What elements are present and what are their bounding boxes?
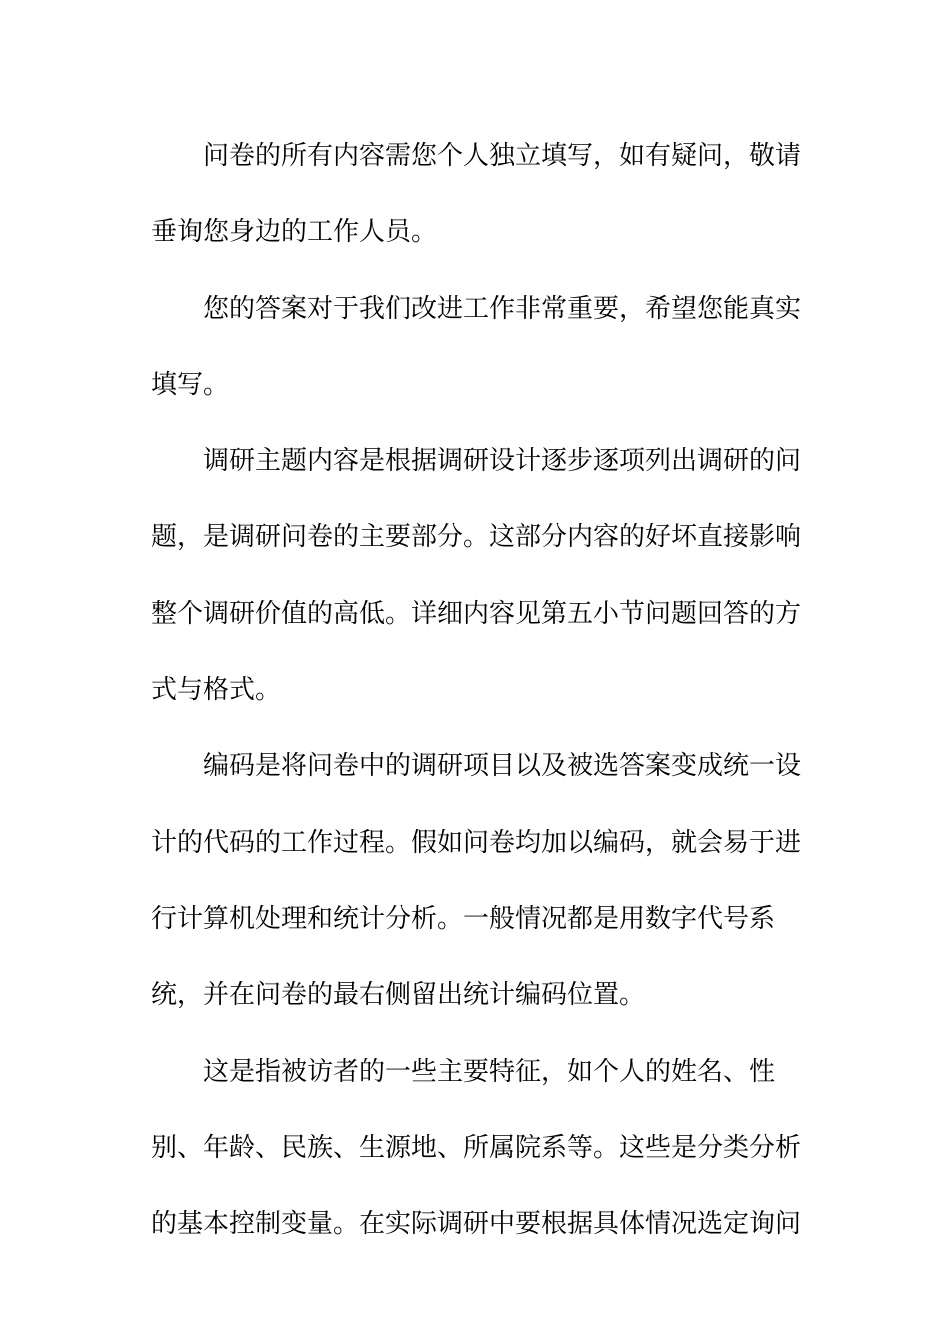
text-line: 垂询您身边的工作人员。 <box>151 217 438 248</box>
text-line: 的基本控制变量。在实际调研中要根据具体情况选定询问 <box>151 1209 802 1240</box>
text-line: 计的代码的工作过程。假如问卷均加以编码，就会易于进 <box>151 827 802 858</box>
text-line: 您的答案对于我们改进工作非常重要，希望您能真实 <box>203 293 802 324</box>
paragraph-3 <box>151 423 802 728</box>
text-line: 整个调研价值的高低。详细内容见第五小节问题回答的方 <box>151 598 802 629</box>
text-line: 行计算机处理和统计分析。一般情况都是用数字代号系 <box>151 903 776 934</box>
text-line: 这是指被访者的一些主要特征，如个人的姓名、性 <box>203 1056 776 1087</box>
text-line: 调研主题内容是根据调研设计逐步逐项列出调研的问 <box>203 446 802 477</box>
paragraph-2 <box>151 271 802 424</box>
text-line: 编码是将问卷中的调研项目以及被选答案变成统一设 <box>203 751 802 782</box>
text-line: 统，并在问卷的最右侧留出统计编码位置。 <box>151 980 646 1011</box>
paragraph-1 <box>151 118 802 271</box>
text-line: 问卷的所有内容需您个人独立填写，如有疑问，敬请 <box>203 141 802 171</box>
text-line: 别、年龄、民族、生源地、所属院系等。这些是分类分析 <box>151 1132 802 1163</box>
document-body <box>151 118 802 1262</box>
text-line: 填写。 <box>151 369 230 400</box>
paragraph-5 <box>151 1034 802 1263</box>
text-line: 式与格式。 <box>151 675 282 706</box>
text-line: 题，是调研问卷的主要部分。这部分内容的好坏直接影响 <box>151 522 802 553</box>
paragraph-4 <box>151 728 802 1033</box>
